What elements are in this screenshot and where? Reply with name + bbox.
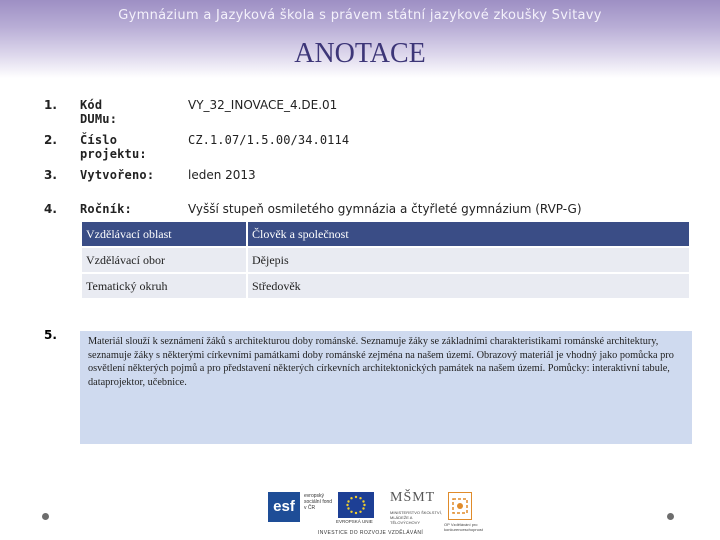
table-header-cell: Vzdělávací oblast — [82, 222, 246, 246]
item-number: 1. — [44, 98, 57, 112]
item-value: VY_32_INOVACE_4.DE.01 — [188, 98, 338, 112]
esf-text: evropský sociální fond v ČR — [304, 493, 333, 511]
table-cell: Dějepis — [248, 248, 689, 272]
op-text: OP Vzdělávání pro konkurenceschopnost — [444, 522, 483, 532]
item-value: CZ.1.07/1.5.00/34.0114 — [188, 133, 350, 147]
subject-table — [80, 220, 691, 300]
footer-caption: INVESTICE DO ROZVOJE VZDĚLÁVÁNÍ — [318, 530, 424, 536]
item-number: 2. — [44, 133, 57, 147]
item-label: Vytvořeno: — [80, 168, 155, 182]
item-label: Kód DUMu: — [80, 98, 118, 126]
item-number: 4. — [44, 202, 57, 216]
op-logo-icon — [448, 492, 472, 520]
msmt-logo-icon: MŠMT — [390, 490, 436, 505]
table-header-row — [82, 222, 689, 246]
item-number: 3. — [44, 168, 57, 182]
table-row — [82, 274, 689, 298]
table-cell: Vzdělávací obor — [82, 248, 246, 272]
table-row — [82, 248, 689, 272]
item-label: Číslo projektu: — [80, 133, 147, 161]
page-title: ANOTACE — [294, 38, 426, 69]
eu-text: EVROPSKÁ UNIE — [336, 519, 373, 524]
msmt-text: MINISTERSTVO ŠKOLSTVÍ, MLÁDEŽE A TĚLOVÝCHOVY — [390, 510, 442, 525]
bullet-left-icon — [42, 513, 49, 520]
table-cell: Tematický okruh — [82, 274, 246, 298]
table-cell: Středověk — [248, 274, 689, 298]
item-value: leden 2013 — [188, 168, 256, 182]
item-number: 5. — [44, 328, 57, 342]
item-value: Vyšší stupeň osmiletého gymnázia a čtyřleté gymnázium (RVP-G) — [188, 202, 582, 216]
school-name: Gymnázium a Jazyková škola s právem státní jazykové zkoušky Svitavy — [118, 8, 602, 23]
footer-logos — [268, 490, 483, 536]
item-label: Ročník: — [80, 202, 132, 216]
bullet-right-icon — [667, 513, 674, 520]
eu-flag-icon — [338, 492, 374, 518]
description-box: Materiál slouží k seznámení žáků s architekturou doby románské. Seznamuje žáky se základními charakteristikami románské architektury, seznamuje žáky s některými církevními památkami doby románské zejména na našem území. Obrazový materiál je vhodný jako pomůcka pro osvětlení některých pojmů a pro představení některých církevních architektonických památek na našem území. Pomůcky: interaktivní tabule, dataprojektor, učebnice. — [80, 331, 692, 444]
table-header-cell: Člověk a společnost — [248, 222, 689, 246]
esf-logo-icon: esf — [268, 492, 300, 522]
